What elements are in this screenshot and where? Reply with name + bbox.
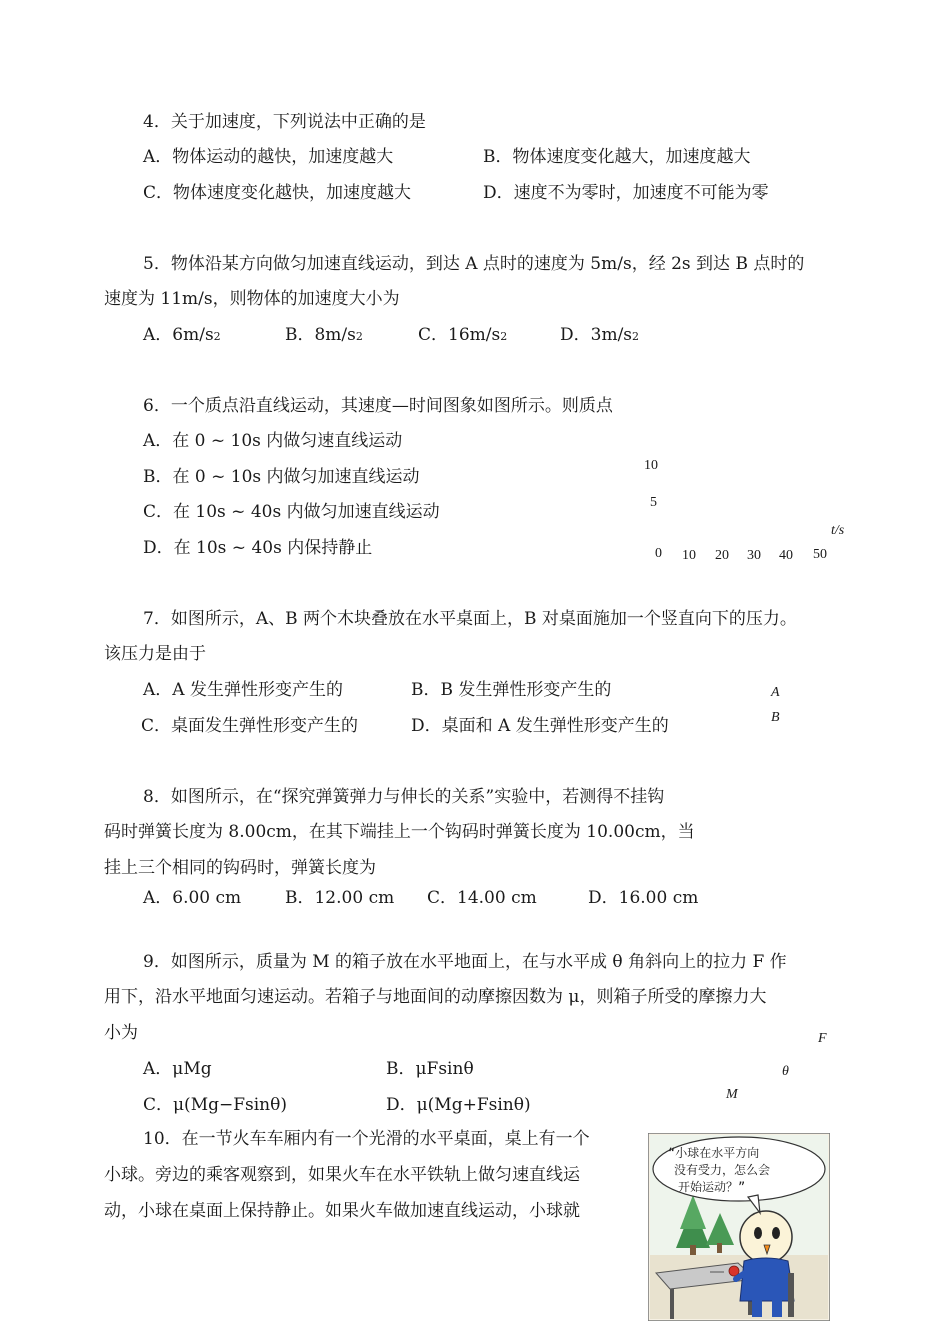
q9-figure-label-m: M xyxy=(726,1087,738,1102)
q9-option-b: B．μFsinθ xyxy=(386,1059,474,1079)
q5-option-a: A．6m/s2 xyxy=(143,325,221,345)
q4-stem: 4．关于加速度，下列说法中正确的是 xyxy=(143,112,426,132)
q8-stem-line3: 挂上三个相同的钩码时，弹簧长度为 xyxy=(104,858,376,878)
q7-option-c: C．桌面发生弹性形变产生的 xyxy=(141,716,359,736)
q7-option-b: B．B 发生弹性形变产生的 xyxy=(411,680,612,700)
q8-option-d: D．16.00 cm xyxy=(588,888,699,908)
graph-x-tick-20: 20 xyxy=(715,548,729,563)
bubble-text-line1: “小球在水平方向 xyxy=(668,1146,760,1160)
q5-option-b: B．8m/s2 xyxy=(285,325,363,345)
graph-x-tick-0: 0 xyxy=(655,546,662,561)
q6-option-b: B．在 0 ~ 10s 内做匀加速直线运动 xyxy=(143,467,420,487)
q4-option-a: A．物体运动的越快，加速度越大 xyxy=(143,147,394,167)
q9-stem-line2: 用下，沿水平地面匀速运动。若箱子与地面间的动摩擦因数为 μ，则箱子所受的摩擦力大 xyxy=(104,987,767,1007)
q7-option-a: A．A 发生弹性形变产生的 xyxy=(143,680,343,700)
q8-stem-line1: 8．如图所示，在“探究弹簧弹力与伸长的关系”实验中，若测得不挂钩 xyxy=(143,787,665,807)
q9-option-a: A．μMg xyxy=(143,1059,212,1079)
q4-option-d: D．速度不为零时，加速度不可能为零 xyxy=(483,183,769,203)
q9-option-c: C．μ(Mg−Fsinθ) xyxy=(143,1095,287,1115)
q8-option-a: A．6.00 cm xyxy=(143,888,242,908)
q8-option-b: B．12.00 cm xyxy=(285,888,395,908)
q5-stem-line2: 速度为 11m/s，则物体的加速度大小为 xyxy=(104,289,400,309)
q5-stem-line1: 5．物体沿某方向做匀加速直线运动，到达 A 点时的速度为 5m/s，经 2s 到达 B 点时的 xyxy=(143,254,805,274)
graph-x-tick-40: 40 xyxy=(779,548,793,563)
q8-stem-line2: 码时弹簧长度为 8.00cm，在其下端挂上一个钩码时弹簧长度为 10.00cm，当 xyxy=(104,822,695,842)
q7-figure-label-b: B xyxy=(771,710,780,725)
q9-option-d: D．μ(Mg+Fsinθ) xyxy=(386,1095,531,1115)
q9-stem-line1: 9．如图所示，质量为 M 的箱子放在水平地面上，在与水平成 θ 角斜向上的拉力 F 作 xyxy=(143,952,787,972)
bubble-text-line3: 开始运动？” xyxy=(678,1180,746,1194)
q4-option-c: C．物体速度变化越快，加速度越大 xyxy=(143,183,412,203)
q5-option-c: C．16m/s2 xyxy=(418,325,508,345)
graph-y-tick-5: 5 xyxy=(650,495,657,510)
q7-stem-line1: 7．如图所示，A、B 两个木块叠放在水平桌面上，B 对桌面施加一个竖直向下的压力。 xyxy=(143,609,797,629)
graph-x-axis-label: t/s xyxy=(831,523,845,538)
q6-option-c: C．在 10s ~ 40s 内做匀加速直线运动 xyxy=(143,502,440,522)
q7-figure-label-a: A xyxy=(771,685,780,700)
q7-option-d: D．桌面和 A 发生弹性形变产生的 xyxy=(411,716,669,736)
q7-stem-line2: 该压力是由于 xyxy=(104,644,206,664)
q6-stem: 6．一个质点沿直线运动，其速度—时间图象如图所示。则质点 xyxy=(143,396,613,416)
q9-stem-line3: 小为 xyxy=(104,1023,138,1043)
graph-y-tick-10: 10 xyxy=(644,458,658,473)
q4-option-b: B．物体速度变化越大，加速度越大 xyxy=(483,147,751,167)
q10-text-line3: 动，小球在桌面上保持静止。如果火车做加速直线运动，小球就 xyxy=(104,1201,580,1221)
graph-x-tick-30: 30 xyxy=(747,548,761,563)
bubble-text-line2: 没有受力，怎么会 xyxy=(674,1163,771,1177)
q9-figure-label-f: F xyxy=(818,1031,827,1046)
q8-option-c: C．14.00 cm xyxy=(427,888,537,908)
q9-figure-label-theta: θ xyxy=(782,1064,789,1079)
q6-option-d: D．在 10s ~ 40s 内保持静止 xyxy=(143,538,373,558)
q10-text-line2: 小球。旁边的乘客观察到，如果火车在水平铁轨上做匀速直线运 xyxy=(104,1165,580,1185)
q10-text-line1: 10．在一节火车车厢内有一个光滑的水平桌面，桌上有一个 xyxy=(143,1129,590,1149)
q6-option-a: A．在 0 ~ 10s 内做匀速直线运动 xyxy=(143,431,403,451)
graph-x-tick-10: 10 xyxy=(682,548,696,563)
graph-x-tick-50: 50 xyxy=(813,547,827,562)
q10-cartoon-illustration xyxy=(648,1133,830,1321)
q5-option-d: D．3m/s2 xyxy=(560,325,640,345)
